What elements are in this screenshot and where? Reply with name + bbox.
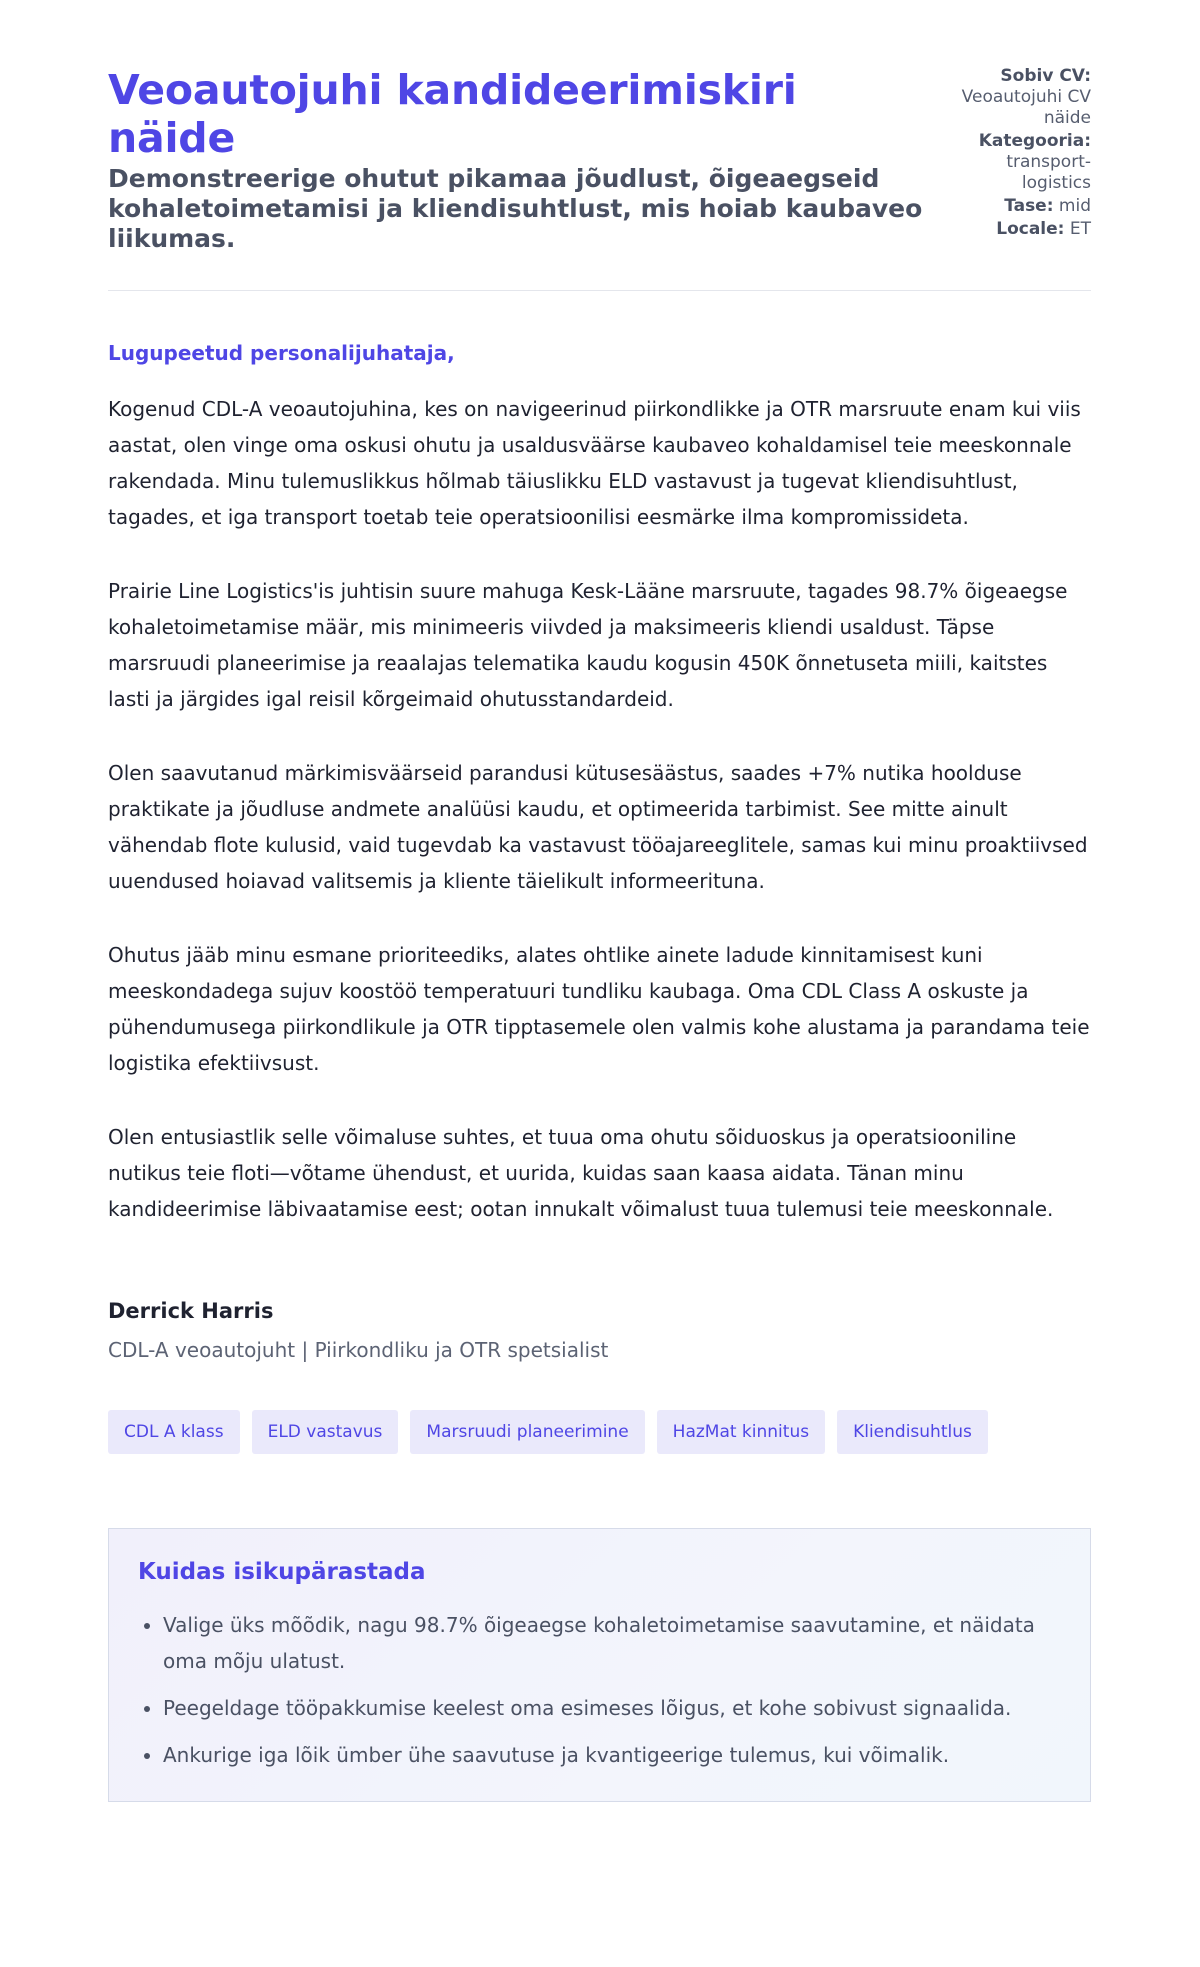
document-header [108,66,1091,291]
letter-paragraph: Olen saavutanud märkimisväärseid parandusi kütusesäästus, saades +7% nutika hoolduse praktikate ja jõudluse andmete analüüsi kaudu, et optimeerida tarbimist. See mitte ainult vähendab flote kulusid, vaid tugevdab ka vastavust tööajareeglitele, samas kui minu proaktiivsed uuendused hoiavad valitsemis ja kliente täielikult informeerituna. [108,761,1088,893]
page-title: Veoautojuhi kandideerimiskiri näide [108,66,797,162]
tip-item: • Valige üks mõõdik, nagu 98.7% õigeaegse kohaletoimetamise saavutamine, et näidata oma mõju ulatust. [163,1607,1061,1679]
header-titles [108,66,928,254]
signature-name: Derrick Harris [108,1299,274,1323]
skill-tags [108,1410,1091,1454]
meta-locale-label: Locale: [996,219,1065,239]
meta-category [941,131,1091,194]
personalization-tips-box [108,1528,1091,1802]
meta-locale-value: ET [1069,219,1091,239]
letter-paragraph: Kogenud CDL-A veoautojuhina, kes on navigeerinud piirkondlikke ja OTR marsruute enam kui viis aastat, olen vinge oma oskusi ohutu ja usaldusväärse kaubaveo kohaldamisel teie meeskonnale rakendada. Minu tulemuslikkus hõlmab täiuslikku ELD vastavust ja tugevat kliendisuhtlust, tagades, et iga transport toetab teie operatsioonilisi eesmärke ilma kompromissideta. [108,397,1081,529]
skill-tag: HazMat kinnitus [657,1410,825,1454]
page-subtitle: Demonstreerige ohutut pikamaa jõudlust, õigeaegseid kohaletoimetamisi ja kliendisuhtlust, mis hoiab kaubaveo liikumas. [108,164,923,253]
tip-item: • Peegeldage tööpakkumise keelest oma esimeses lõigus, et kohe sobivust signaalida. [163,1690,1061,1726]
meta-level-label: Tase: [1004,196,1054,216]
skill-tag: Kliendisuhtlus [837,1410,988,1454]
meta-cv-value: Veoautojuhi CV näide [961,87,1091,128]
letter-paragraphs [108,391,1091,1227]
skill-tag: ELD vastavus [252,1410,399,1454]
skill-tag: Marsruudi planeerimine [410,1410,644,1454]
tips-title: Kuidas isikupärastada [138,1559,426,1585]
page [108,0,1091,1802]
meta-level-value: mid [1058,196,1091,216]
signature-title: CDL-A veoautojuht | Piirkondliku ja OTR spetsialist [108,1338,609,1362]
letter-body [108,341,1091,1227]
meta-category-label: Kategooria: [978,131,1091,151]
meta-cv-label: Sobiv CV: [1000,66,1091,86]
tip-item: • Ankurige iga lõik ümber ühe saavutuse ja kvantigeerige tulemus, kui võimalik. [163,1737,1061,1773]
letter-paragraph: Olen entusiastlik selle võimaluse suhtes, et tuua oma ohutu sõiduoskus ja operatsiooniline nutikus teie floti—võtame ühendust, et uurida, kuidas saan kaasa aidata. Tänan minu kandideerimise läbivaatamise eest; ootan innukalt võimalust tuua tulemusi teie meeskonnale. [108,1125,1054,1221]
signature-block [108,1299,1091,1362]
meta-category-value: transport-logistics [1006,152,1091,193]
meta-panel [941,66,1091,242]
letter-paragraph: Prairie Line Logistics'is juhtisin suure mahuga Kesk-Lääne marsruute, tagades 98.7% õigeaegse kohaletoimetamise määr, mis minimeeris viivded ja maksimeeris kliendi usaldust. Täpse marsruudi planeerimise ja reaalajas telematika kaudu kogusin 450K õnnetuseta miili, kaitstes lasti ja järgides igal reisil kõrgeimaid ohutusstandardeid. [108,579,1068,711]
meta-locale [941,219,1091,240]
tips-list [138,1607,1061,1773]
meta-level [941,196,1091,217]
skill-tag: CDL A klass [108,1410,240,1454]
salutation: Lugupeetud personalijuhataja, [108,341,455,365]
meta-cv [941,66,1091,129]
letter-paragraph: Ohutus jääb minu esmane prioriteediks, alates ohtlike ainete ladude kinnitamisest kuni meeskondadega sujuv koostöö temperatuuri tundliku kaubaga. Oma CDL Class A oskuste ja pühendumusega piirkondlikule ja OTR tipptasemele olen valmis kohe alustama ja parandama teie logistika efektiivsust. [108,943,1090,1075]
